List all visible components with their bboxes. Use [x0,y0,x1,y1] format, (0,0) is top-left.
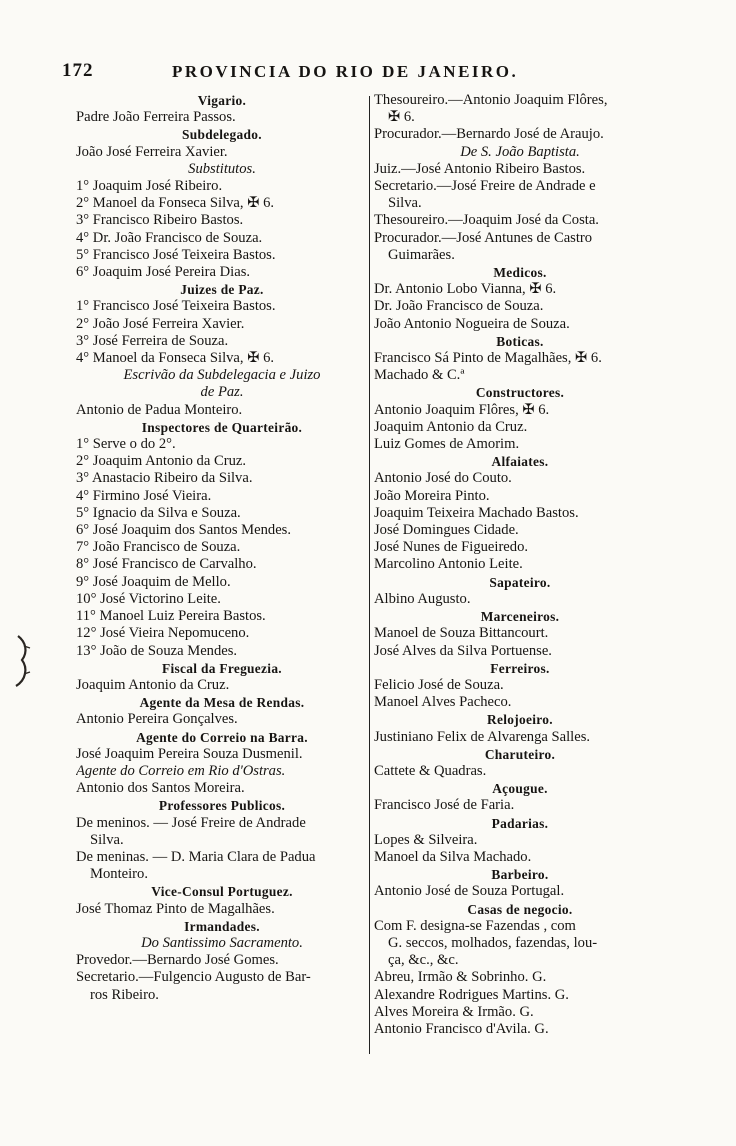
right-entry: Antonio José do Couto. [374,470,512,487]
right-entry: Felicio José de Souza. [374,676,504,693]
left-entry: 5° Francisco José Teixeira Bastos. [76,246,276,263]
left-entry: José Joaquim Pereira Souza Dusmenil. [76,745,303,762]
left-entry: 3° José Ferreira de Souza. [76,332,229,349]
right-entry: José Nunes de Figueiredo. [374,539,529,556]
right-entry: Procurador.—José Antunes de Castro [374,229,593,246]
left-entry: 9° José Joaquim de Mello. [76,573,231,590]
left-subheading: Substitutos. [188,160,256,177]
left-subheading: Do Santissimo Sacramento. [141,934,303,951]
right-section-heading: Padarias. [491,815,549,831]
right-column [374,92,666,1038]
right-entry: Dr. João Francisco de Souza. [374,298,544,315]
left-entry: 2° Joaquim Antonio da Cruz. [76,453,247,470]
left-entry: Antonio Pereira Gonçalves. [76,711,238,728]
right-entry: Thesoureiro.—Joaquim José da Costa. [374,212,599,229]
right-entry: João Moreira Pinto. [374,487,490,504]
left-entry: 4° Manoel da Fonseca Silva, ✠ 6. [76,350,275,367]
right-entry: Albino Augusto. [374,590,471,607]
left-section-heading: Agente da Mesa de Rendas. [139,695,305,711]
right-entry: Antonio José de Souza Portugal. [374,883,565,900]
left-entry: 10° José Victorino Leite. [76,590,221,607]
right-entry: Antonio Francisco d'Avila. G. [374,1020,549,1037]
right-entry-continuation: Guimarães. [388,246,455,263]
left-entry: 2° João José Ferreira Xavier. [76,315,245,332]
right-entry-continuation: ça, &c., &c. [388,952,459,969]
right-entry: José Alves da Silva Portuense. [374,642,552,659]
right-entry: José Domingues Cidade. [374,522,519,539]
left-column [76,92,368,1004]
left-entry: Antonio de Padua Monteiro. [76,401,243,418]
right-entry: Francisco José de Faria. [374,797,515,814]
right-entry: Manoel da Silva Machado. [374,848,532,865]
left-section-heading: Juizes de Paz. [180,282,264,298]
right-entry: Antonio Joaquim Flôres, ✠ 6. [374,401,550,418]
left-entry: Secretario.—Fulgencio Augusto de Bar- [76,969,311,986]
right-entry: Juiz.—José Antonio Ribeiro Bastos. [374,160,586,177]
right-subheading: De S. João Baptista. [460,143,580,160]
left-entry: 12° José Vieira Nepomuceno. [76,625,250,642]
right-entry: Cattete & Quadras. [374,762,487,779]
left-subheading: de Paz. [200,384,244,401]
left-entry-continuation: Silva. [90,831,124,848]
column-divider [369,96,370,1054]
left-entry-continuation: Monteiro. [90,866,148,883]
page-header [62,60,662,86]
right-entry: Secretario.—José Freire de Andrade e [374,178,596,195]
right-section-heading: Sapateiro. [489,574,551,590]
right-entry: Manoel Alves Pacheco. [374,694,512,711]
page-number: 172 [62,60,94,81]
left-entry: José Thomaz Pinto de Magalhães. [76,900,275,917]
left-section-heading: Subdelegado. [182,127,262,143]
left-entry: 11° Manoel Luiz Pereira Bastos. [76,608,266,625]
right-section-heading: Alfaiates. [491,454,549,470]
right-entry: Joaquim Antonio da Cruz. [374,418,528,435]
left-entry: 3° Anastacio Ribeiro da Silva. [76,470,253,487]
left-entry: De meninos. — José Freire de Andrade [76,814,306,831]
right-entry: Alexandre Rodrigues Martins. G. [374,986,569,1003]
right-entry: Luiz Gomes de Amorim. [374,436,520,453]
left-entry: 3° Francisco Ribeiro Bastos. [76,212,244,229]
right-section-heading: Boticas. [496,333,544,349]
left-entry-continuation: ros Ribeiro. [90,986,159,1003]
left-entry: João José Ferreira Xavier. [76,143,228,160]
left-entry: 1° Francisco José Teixeira Bastos. [76,298,276,315]
right-entry: Alves Moreira & Irmão. G. [374,1003,534,1020]
right-entry: João Antonio Nogueira de Souza. [374,315,570,332]
left-entry: 6° José Joaquim dos Santos Mendes. [76,522,292,539]
left-section-heading: Irmandades. [184,918,260,934]
left-subheading: Agente do Correio em Rio d'Ostras. [76,762,286,779]
left-section-heading: Vigario. [197,93,247,108]
right-entry: Com F. designa-se Fazendas , com [374,917,576,934]
right-entry: Lopes & Silveira. [374,831,478,848]
left-subheading: Escrivão da Subdelegacia e Juizo [123,367,321,384]
left-entry: 8° José Francisco de Carvalho. [76,556,257,573]
left-entry: 2° Manoel da Fonseca Silva, ✠ 6. [76,195,275,212]
right-section-heading: Relojoeiro. [487,712,553,728]
right-section-heading: Açougue. [492,781,548,797]
left-entry: 5° Ignacio da Silva e Souza. [76,504,241,521]
right-entry: Machado & C.ª [374,367,465,384]
left-entry: 7° João Francisco de Souza. [76,539,241,556]
right-entry: Manoel de Souza Bittancourt. [374,625,549,642]
right-entry: Dr. Antonio Lobo Vianna, ✠ 6. [374,281,557,298]
right-section-heading: Ferreiros. [490,660,550,676]
right-entry-continuation: ✠ 6. [388,109,415,126]
right-entry: Thesoureiro.—Antonio Joaquim Flôres, [374,92,608,108]
left-section-heading: Inspectores de Quarteirão. [141,419,303,435]
right-section-heading: Medicos. [493,265,547,281]
right-entry: Justiniano Felix de Alvarenga Salles. [374,728,591,745]
left-entry: Provedor.—Bernardo José Gomes. [76,952,279,969]
right-entry: Joaquim Teixeira Machado Bastos. [374,504,579,521]
left-entry: 1° Joaquim José Ribeiro. [76,178,223,195]
right-entry-continuation: G. seccos, molhados, fazendas, lou- [388,934,598,951]
right-entry: Marcolino Antonio Leite. [374,556,523,573]
left-section-heading: Agente do Correio na Barra. [136,729,308,745]
right-entry: Abreu, Irmão & Sobrinho. G. [374,969,547,986]
left-entry: 4° Firmino José Vieira. [76,487,212,504]
left-entry: De meninas. — D. Maria Clara de Padua [76,848,316,865]
margin-bracket-mark [8,630,38,690]
right-entry: Procurador.—Bernardo José de Araujo. [374,126,604,143]
left-entry: 4° Dr. João Francisco de Souza. [76,229,263,246]
right-entry: Francisco Sá Pinto de Magalhães, ✠ 6. [374,350,602,367]
left-section-heading: Fiscal da Freguezia. [162,660,282,676]
left-entry: 13° João de Souza Mendes. [76,642,238,659]
right-section-heading: Casas de negocio. [467,901,573,917]
left-entry: 1° Serve o do 2°. [76,436,176,453]
right-section-heading: Constructores. [475,385,565,401]
right-section-heading: Barbeiro. [491,867,549,883]
right-entry-continuation: Silva. [388,195,422,212]
right-section-heading: Marceneiros. [480,609,560,625]
left-entry: Joaquim Antonio da Cruz. [76,676,230,693]
left-entry: 6° Joaquim José Pereira Dias. [76,264,251,281]
right-section-heading: Charuteiro. [484,746,556,762]
left-entry: Padre João Ferreira Passos. [76,109,236,126]
left-section-heading: Vice-Consul Portuguez. [151,884,293,900]
left-section-heading: Professores Publicos. [158,798,286,814]
running-head: PROVINCIA DO RIO DE JANEIRO. [172,62,519,81]
left-entry: Antonio dos Santos Moreira. [76,780,245,797]
